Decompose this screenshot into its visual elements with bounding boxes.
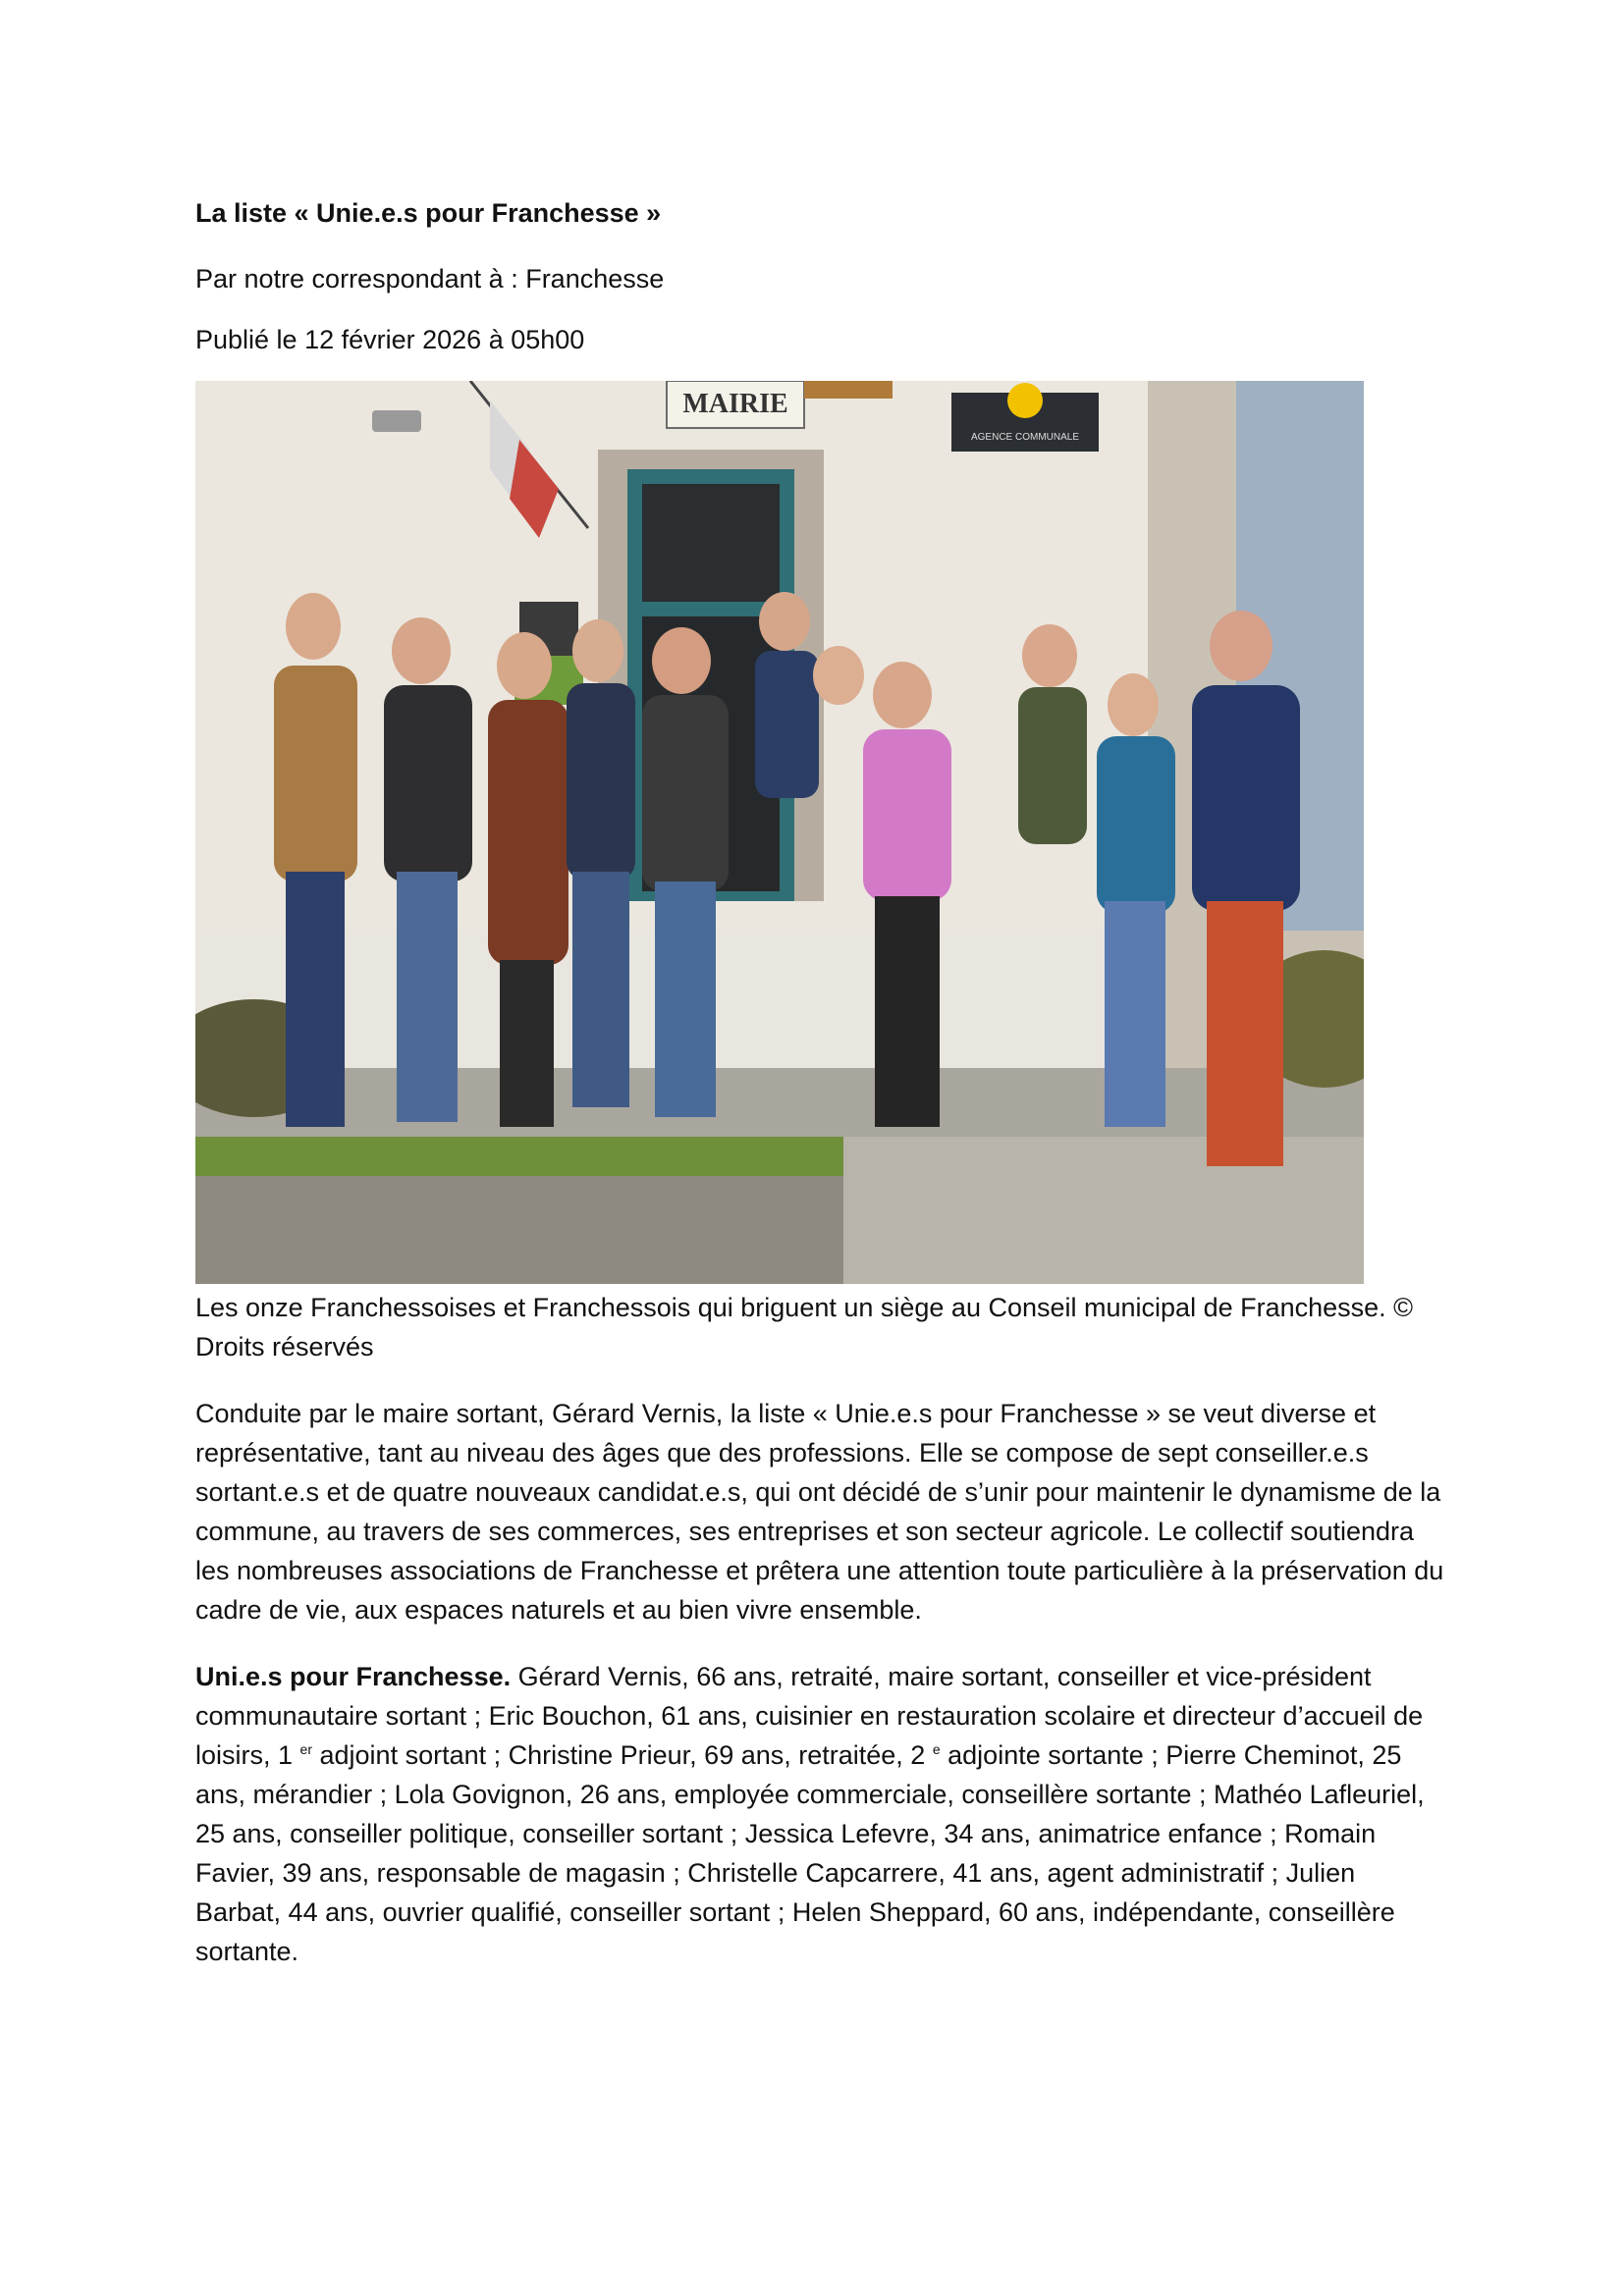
mairie-sign: MAIRIE [682, 389, 788, 419]
article-title: La liste « Unie.e.s pour Franchesse » [195, 198, 662, 228]
photo-caption: Les onze Franchessoises et Franchessois qui briguent un siège au Conseil municipal de Franchesse. © Droits réservés [195, 1293, 1414, 1362]
candidates-part-3: adjointe sortante ; Pierre Cheminot, 25 ans, mérandier ; Lola Govignon, 26 ans, employée commerciale, conseillère sortante ; Mathéo Lafleuriel, 25 ans, conseiller politique, conseiller sortant ; Jessica Lefevre, 34 ans, animatrice enfance ; Romain Favier, 39 ans, responsable de magasin ; Christelle Capcarrere, 41 ans, agent administratif ; Julien Barbat, 44 ans, ouvrier qualifié, conseiller sortant ; Helen Sheppard, 60 ans, indépendante, conseillère sortante. [195, 1740, 1425, 1966]
group-photo [195, 381, 1364, 1284]
document-page [195, 192, 1447, 1999]
article-byline: Par notre correspondant à : Franchesse [195, 264, 665, 294]
ordinal-e: e [932, 1741, 941, 1757]
candidates-paragraph [195, 1657, 1447, 1971]
list-name: Uni.e.s pour Franchesse. [195, 1662, 512, 1691]
poste-sign: AGENCE COMMUNALE [970, 432, 1080, 443]
article-date: Publié le 12 février 2026 à 05h00 [195, 325, 585, 354]
candidates-part-1: Gérard Vernis, 66 ans, retraité, maire sortant, conseiller et vice-président communautaire sortant ; Eric Bouchon, 61 ans, cuisinier en restauration scolaire et directeur d’accueil de loisirs, 1 [195, 1662, 1424, 1770]
ordinal-er: er [299, 1741, 312, 1757]
candidates-part-2: adjoint sortant ; Christine Prieur, 69 ans, retraitée, 2 [312, 1740, 926, 1770]
intro-paragraph: Conduite par le maire sortant, Gérard Vernis, la liste « Unie.e.s pour Franchesse » se veut diverse et représentative, tant au niveau des âges que des professions. Elle se compose de sept conseiller.e.s sortant.e.s et de quatre nouveaux candidat.e.s, qui ont décidé de s’unir pour maintenir le dynamisme de la commune, au travers de ses commerces, ses entreprises et son secteur agricole. Le collectif soutiendra les nombreuses associations de Franchesse et prêtera une attention toute particulière à la préservation du cadre de vie, aux espaces naturels et au bien vivre ensemble. [195, 1399, 1444, 1625]
